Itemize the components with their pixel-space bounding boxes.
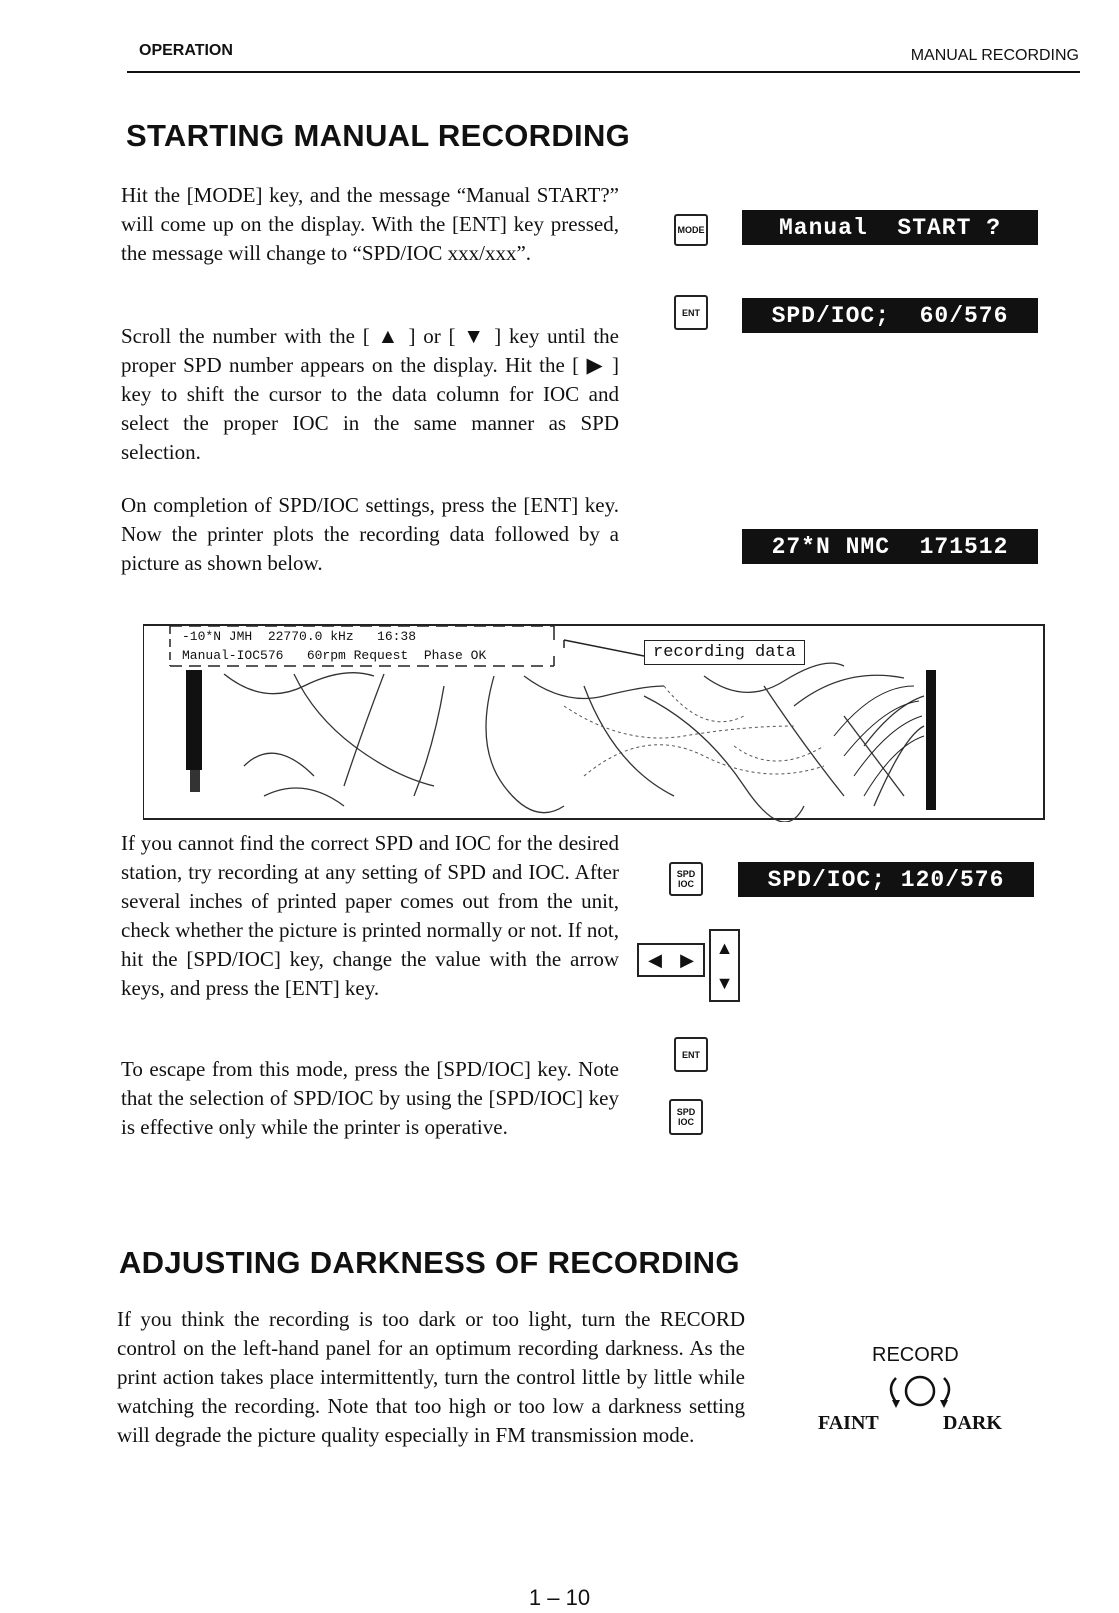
display-nmc: 27*N NMC 171512 xyxy=(742,529,1038,564)
paragraph-mode-key: Hit the [MODE] key, and the message “Manual START?” will come up on the display. With the [ENT] key pressed, the message will change to “SPD/IOC xxx/xxx”. xyxy=(121,183,619,265)
left-arrow-icon[interactable]: ◀ xyxy=(648,950,662,970)
mode-key[interactable]: MODE xyxy=(674,214,708,246)
spd-ioc-key-2[interactable] xyxy=(669,1099,703,1135)
header-section-label: OPERATION xyxy=(139,42,233,59)
display-spd-ioc-120-576: SPD/IOC; 120/576 xyxy=(738,862,1034,897)
up-arrow-icon[interactable]: ▲ xyxy=(715,938,734,959)
spd-ioc-key-2-ioc: IOC xyxy=(677,1117,694,1127)
ent-key-2[interactable]: ENT xyxy=(674,1037,708,1072)
record-control-label: RECORD xyxy=(872,1344,959,1366)
figure-header-line-2: Manual-IOC576 60rpm Request Phase OK xyxy=(182,648,487,663)
recording-figure xyxy=(143,624,1045,820)
record-knob-icon[interactable] xyxy=(870,1370,970,1412)
down-arrow-icon[interactable]: ▼ xyxy=(715,972,734,993)
up-down-arrow-keys[interactable] xyxy=(709,929,740,1002)
section-title-starting-manual-recording: STARTING MANUAL RECORDING xyxy=(126,118,631,153)
display-manual-start: Manual START ? xyxy=(742,210,1038,245)
dark-label: DARK xyxy=(943,1412,1002,1434)
right-arrow-icon[interactable]: ▶ xyxy=(680,950,694,970)
figure-header-line-1: -10*N JMH 22770.0 kHz 16:38 xyxy=(182,629,417,644)
paragraph-scroll-number: Scroll the number with the [ ▲ ] or [ ▼ ] key until the proper SPD number appears on the display. Hit the [ ▶ ] key to shift the cursor to the data column for IOC and select the proper IOC in the same manner as SPD selection. xyxy=(121,324,619,464)
paragraph-darkness: If you think the recording is too dark or too light, turn the RECORD control on the left-hand panel for an optimum recording darkness. As the print action takes place intermittently, turn the control little by little while watching the recording. Note that too high or too low a darkness setting will degrade the picture quality especially in FM transmission mode. xyxy=(117,1307,745,1447)
header-topic-label: MANUAL RECORDING xyxy=(910,47,1079,64)
paragraph-completion: On completion of SPD/IOC settings, press the [ENT] key. Now the printer plots the recording data followed by a picture as shown below. xyxy=(121,493,619,575)
spd-ioc-key[interactable] xyxy=(669,862,703,896)
page-number: 1 – 10 xyxy=(528,1585,591,1610)
header-rule xyxy=(127,71,1080,73)
ent-key[interactable]: ENT xyxy=(674,295,708,330)
display-spd-ioc-60-576: SPD/IOC; 60/576 xyxy=(742,298,1038,333)
spd-ioc-key-2-spd: SPD xyxy=(676,1107,696,1117)
faint-label: FAINT xyxy=(818,1412,879,1434)
callout-recording-data: recording data xyxy=(644,640,805,665)
section-title-adjusting-darkness: ADJUSTING DARKNESS OF RECORDING xyxy=(119,1245,740,1280)
paragraph-escape: To escape from this mode, press the [SPD/IOC] key. Note that the selection of SPD/IOC by using the [SPD/IOC] key is effective only while the printer is operative. xyxy=(121,1057,619,1139)
spd-ioc-key-ioc: IOC xyxy=(677,879,694,889)
paragraph-cannot-find: If you cannot find the correct SPD and IOC for the desired station, try recording at any setting of SPD and IOC. After several inches of printed paper comes out from the unit, check whether the picture is printed normally or not. If not, hit the [SPD/IOC] key, change the value with the arrow keys, and press the [ENT] key. xyxy=(121,831,620,1000)
left-right-arrow-keys[interactable] xyxy=(637,943,705,977)
spd-ioc-key-spd: SPD xyxy=(676,869,696,879)
